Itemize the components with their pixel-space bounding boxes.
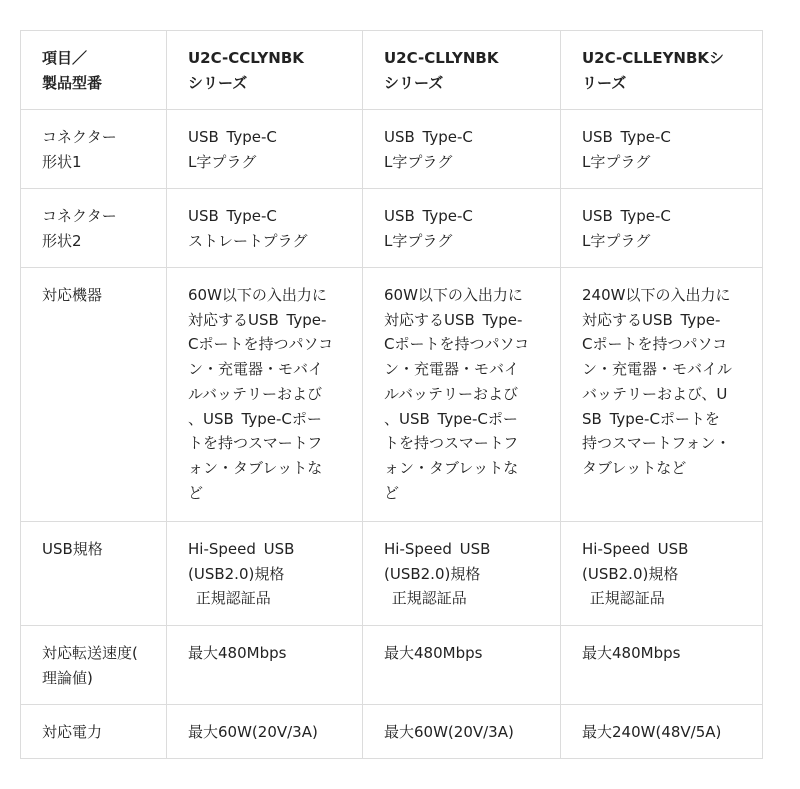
header-item-model: 項目／ 製品型番 bbox=[21, 31, 167, 110]
table-cell: 最大60W(20V/3A) bbox=[363, 705, 561, 759]
row-compatible-devices bbox=[21, 268, 763, 522]
table-cell: USB Type-C L字プラグ bbox=[167, 110, 363, 189]
table-cell: 60W以下の入出力に 対応するUSB Type- Cポートを持つパソコ ン・充電器・モバイ ルバッテリーおよび 、USB Type-Cポー トを持つスマートフ ォン・タブレットな ど bbox=[167, 268, 363, 522]
table-cell: USB Type-C ストレートプラグ bbox=[167, 189, 363, 268]
row-label: コネクター 形状1 bbox=[21, 110, 167, 189]
table-cell: 60W以下の入出力に 対応するUSB Type- Cポートを持つパソコ ン・充電器・モバイ ルバッテリーおよび 、USB Type-Cポー トを持つスマートフ ォン・タブレットな ど bbox=[363, 268, 561, 522]
table-cell: USB Type-C L字プラグ bbox=[363, 110, 561, 189]
row-connector-shape-2 bbox=[21, 189, 763, 268]
table-cell: Hi-Speed USB (USB2.0)規格 正規認証品 bbox=[363, 522, 561, 626]
table-cell: 最大60W(20V/3A) bbox=[167, 705, 363, 759]
row-label: USB規格 bbox=[21, 522, 167, 626]
row-usb-standard bbox=[21, 522, 763, 626]
row-transfer-speed bbox=[21, 626, 763, 705]
table-cell: Hi-Speed USB (USB2.0)規格 正規認証品 bbox=[561, 522, 763, 626]
row-power bbox=[21, 705, 763, 759]
table-cell: 最大480Mbps bbox=[561, 626, 763, 705]
row-label: 対応電力 bbox=[21, 705, 167, 759]
header-u2c-clleynbk: U2C-CLLEYNBKシ リーズ bbox=[561, 31, 763, 110]
row-label: 対応転送速度( 理論値) bbox=[21, 626, 167, 705]
header-u2c-cclynbk: U2C-CCLYNBK シリーズ bbox=[167, 31, 363, 110]
row-label: コネクター 形状2 bbox=[21, 189, 167, 268]
table-cell: 最大480Mbps bbox=[167, 626, 363, 705]
table-cell: USB Type-C L字プラグ bbox=[363, 189, 561, 268]
row-label: 対応機器 bbox=[21, 268, 167, 522]
table-cell: Hi-Speed USB (USB2.0)規格 正規認証品 bbox=[167, 522, 363, 626]
table-cell: 最大240W(48V/5A) bbox=[561, 705, 763, 759]
table-cell: 最大480Mbps bbox=[363, 626, 561, 705]
row-connector-shape-1 bbox=[21, 110, 763, 189]
header-row bbox=[21, 31, 763, 110]
header-u2c-cllynbk: U2C-CLLYNBK シリーズ bbox=[363, 31, 561, 110]
spec-table bbox=[20, 30, 763, 759]
table-cell: 240W以下の入出力に 対応するUSB Type- Cポートを持つパソコ ン・充電器・モバイル バッテリーおよび、U SB Type-Cポートを 持つスマートフォン・ タブレットなど bbox=[561, 268, 763, 522]
table-cell: USB Type-C L字プラグ bbox=[561, 189, 763, 268]
table-cell: USB Type-C L字プラグ bbox=[561, 110, 763, 189]
